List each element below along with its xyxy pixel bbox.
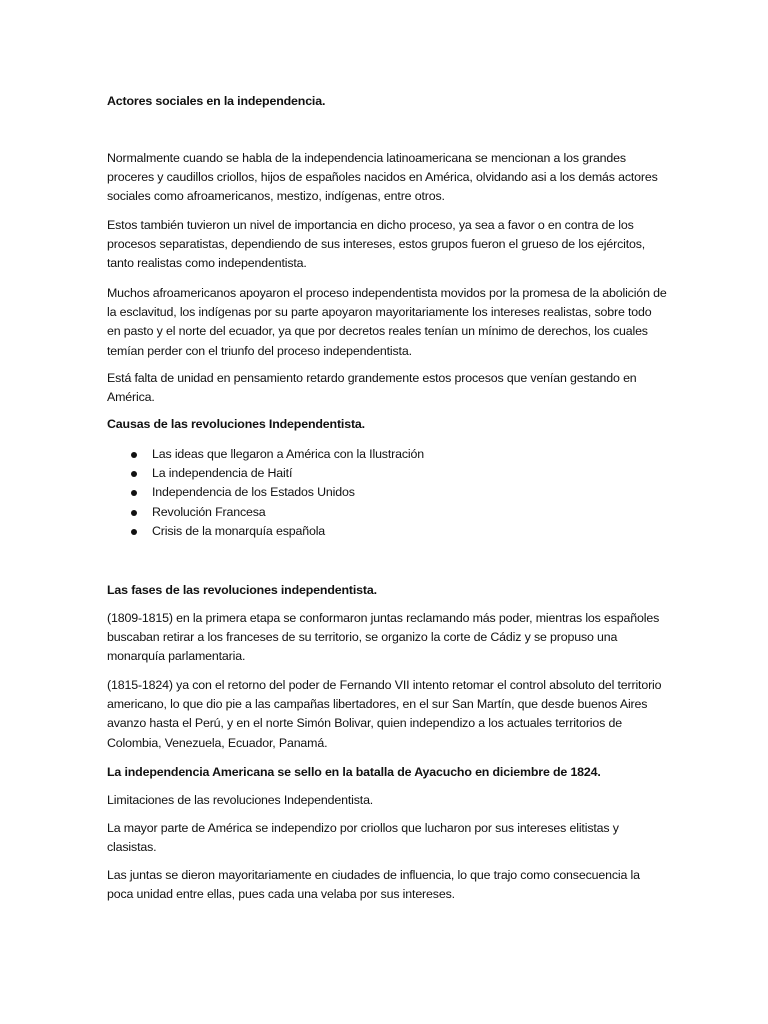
list-item: Crisis de la monarquía española [107, 522, 627, 541]
list-item: Independencia de los Estados Unidos [107, 483, 627, 502]
bullet-icon [131, 529, 137, 535]
limitations-paragraph-2: Las juntas se dieron mayoritariamente en ciudades de influencia, lo que trajo como consecuencia la poca unidad entre ellas, pues cada una velaba por sus intereses. [107, 868, 640, 902]
bullet-icon [131, 510, 137, 516]
bullet-icon [131, 452, 137, 458]
causes-heading: Causas de las revoluciones Independentista. [107, 417, 365, 431]
intro-paragraph-4: Está falta de unidad en pensamiento retardo grandemente estos procesos que venían gestando en América. [107, 371, 637, 405]
intro-paragraph-3: Muchos afroamericanos apoyaron el proceso independentista movidos por la promesa de la abolición de la esclavitud, los indígenas por su parte apoyaron mayoritariamente los intereses realistas, sobre todo en pasto y el norte del ecuador, ya que por decretos reales tenían un mínimo de derechos, los cuales temían perder con el triunfo del proceso independentista. [107, 286, 667, 358]
limitations-paragraph-1: La mayor parte de América se independizo por criollos que lucharon por sus intereses elitistas y clasistas. [107, 821, 619, 855]
list-item: Revolución Francesa [107, 503, 627, 522]
bullet-icon [131, 471, 137, 477]
phases-paragraph-1: (1809-1815) en la primera etapa se conformaron juntas reclamando más poder, mientras los españoles buscaban retirar a los franceses de su territorio, se organizo la corte de Cádiz y se propuso una monarquía parlamentaria. [107, 611, 660, 664]
phases-paragraph-2: (1815-1824) ya con el retorno del poder de Fernando VII intento retomar el control absoluto del territorio americano, lo que dio pie a las campañas libertadores, en el sur San Martín, que desde buenos Aires avanzo hasta el Perú, y en el norte Simón Bolivar, quien independizo a los actuales territorios de Colombia, Venezuela, Ecuador, Panamá. [107, 678, 662, 750]
causes-list [107, 445, 627, 541]
document-title: Actores sociales en la independencia. [107, 94, 326, 108]
intro-paragraph-1: Normalmente cuando se habla de la independencia latinoamericana se mencionan a los grandes proceres y caudillos criollos, hijos de españoles nacidos en América, olvidando asi a los demás actores sociales como afroamericanos, mestizo, indígenas, entre otros. [107, 151, 658, 204]
list-item: Las ideas que llegaron a América con la Ilustración [107, 445, 627, 464]
phases-heading: Las fases de las revoluciones independentista. [107, 583, 377, 597]
list-item: La independencia de Haití [107, 464, 627, 483]
ayacucho-statement: La independencia Americana se sello en la batalla de Ayacucho en diciembre de 1824. [107, 765, 601, 779]
limitations-heading: Limitaciones de las revoluciones Independentista. [107, 793, 374, 807]
bullet-icon [131, 490, 137, 496]
intro-paragraph-2: Estos también tuvieron un nivel de importancia en dicho proceso, ya sea a favor o en contra de los procesos separatistas, dependiendo de sus intereses, estos grupos fueron el grueso de los ejércitos, tanto realistas como independentista. [107, 218, 646, 271]
